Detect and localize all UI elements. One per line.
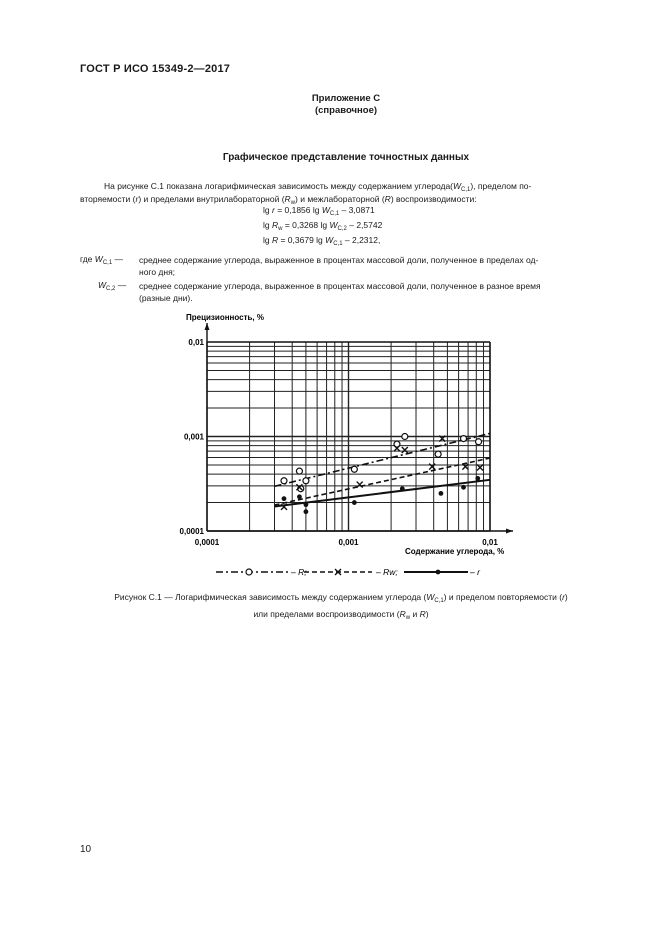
chart-fit-lines bbox=[275, 433, 490, 506]
data-point-r bbox=[296, 468, 302, 474]
data-point-r bbox=[402, 434, 408, 440]
equation-rw: $\lg R_w = 0,3268$ $\lg W_{C,2} - 2,5742$ bbox=[263, 220, 383, 232]
data-point-r bbox=[461, 485, 466, 490]
data-point-r bbox=[475, 476, 480, 481]
data-point-r bbox=[352, 500, 357, 505]
data-point-r bbox=[439, 491, 444, 496]
data-point-r bbox=[282, 496, 287, 501]
x-tick-label: 0,01 bbox=[482, 538, 498, 547]
equation-r: lg r = 0,1856 $\lg W_{C,1} - 3,0871$ bbox=[263, 205, 375, 217]
legend-label-r: – r bbox=[470, 567, 480, 577]
data-point-rw bbox=[357, 482, 363, 488]
legend-label-rw: – Rw; bbox=[376, 567, 398, 577]
equation-R: lg R = 0,3679 $\lg W_{C,1} - 2,2312$, bbox=[263, 235, 381, 247]
data-point-r bbox=[461, 436, 467, 442]
chart-ylabel: Прецизионность, % bbox=[186, 313, 264, 322]
page-number: 10 bbox=[80, 844, 92, 855]
chart-xlabel: Содержание углерода, % bbox=[405, 547, 505, 556]
y-axis-arrow bbox=[205, 323, 210, 330]
data-point-r bbox=[297, 494, 302, 499]
data-point-r bbox=[303, 478, 309, 484]
definition-text-wc2: среднее содержание углерода, выраженное в процентах массовой доли, полученное в разное время (разные дни). bbox=[139, 281, 541, 303]
figure-caption bbox=[60, 591, 622, 624]
section-title: Графическое представление точностных данных bbox=[222, 152, 470, 163]
data-point-r bbox=[351, 466, 357, 472]
chart-legend bbox=[216, 567, 481, 577]
caption-line-1: Рисунок С.1 — Логарифмическая зависимость между содержанием углерода $(W_{C,1})$ и пределом повторяемости (r) bbox=[114, 592, 568, 604]
data-point-r bbox=[281, 478, 287, 484]
definition-symbol-wc2: $W_{C,2}$ — bbox=[98, 280, 127, 292]
legend-marker-r bbox=[436, 570, 441, 575]
y-tick-label: 0,001 bbox=[183, 432, 204, 442]
y-tick-label: 0,01 bbox=[188, 338, 204, 347]
standard-designation: ГОСТ Р ИСО 15349-2—2017 bbox=[80, 63, 231, 75]
annex-subtitle: (справочное) bbox=[314, 105, 378, 116]
intro-line-2: вторяемости (r) и пределами внутрилабораторной $(R_w)$ и межлабораторной (R) воспроизводимости: bbox=[80, 194, 477, 206]
data-point-r bbox=[304, 502, 309, 507]
data-point-r bbox=[400, 486, 405, 491]
legend-marker-r bbox=[246, 569, 252, 575]
caption-line-2: или пределами воспроизводимости ($R_w$ и R) bbox=[253, 608, 429, 621]
x-tick-label: 0,001 bbox=[338, 538, 359, 547]
x-axis-arrow bbox=[506, 529, 513, 534]
data-point-r bbox=[435, 451, 441, 457]
data-point-r bbox=[304, 509, 309, 514]
data-point-rw bbox=[402, 447, 408, 453]
legend-label-r: – R; bbox=[291, 567, 307, 577]
annex-title: Приложение С bbox=[311, 93, 381, 104]
intro-line-1: На рисунке С.1 показана логарифмическая зависимость между содержанием $углерода(W_{C,1})$, пределом по- bbox=[104, 181, 532, 193]
definition-symbol-wc1: где $W_{C,1}$ — bbox=[80, 254, 124, 266]
chart-grid bbox=[205, 323, 514, 534]
y-tick-label: 0,0001 bbox=[179, 527, 204, 536]
definition-text-wc1: среднее содержание углерода, выраженное в процентах массовой доли, полученное в пределах од- ного дня; bbox=[139, 255, 539, 277]
x-tick-label: 0,0001 bbox=[194, 538, 220, 547]
data-point-r bbox=[476, 439, 482, 445]
